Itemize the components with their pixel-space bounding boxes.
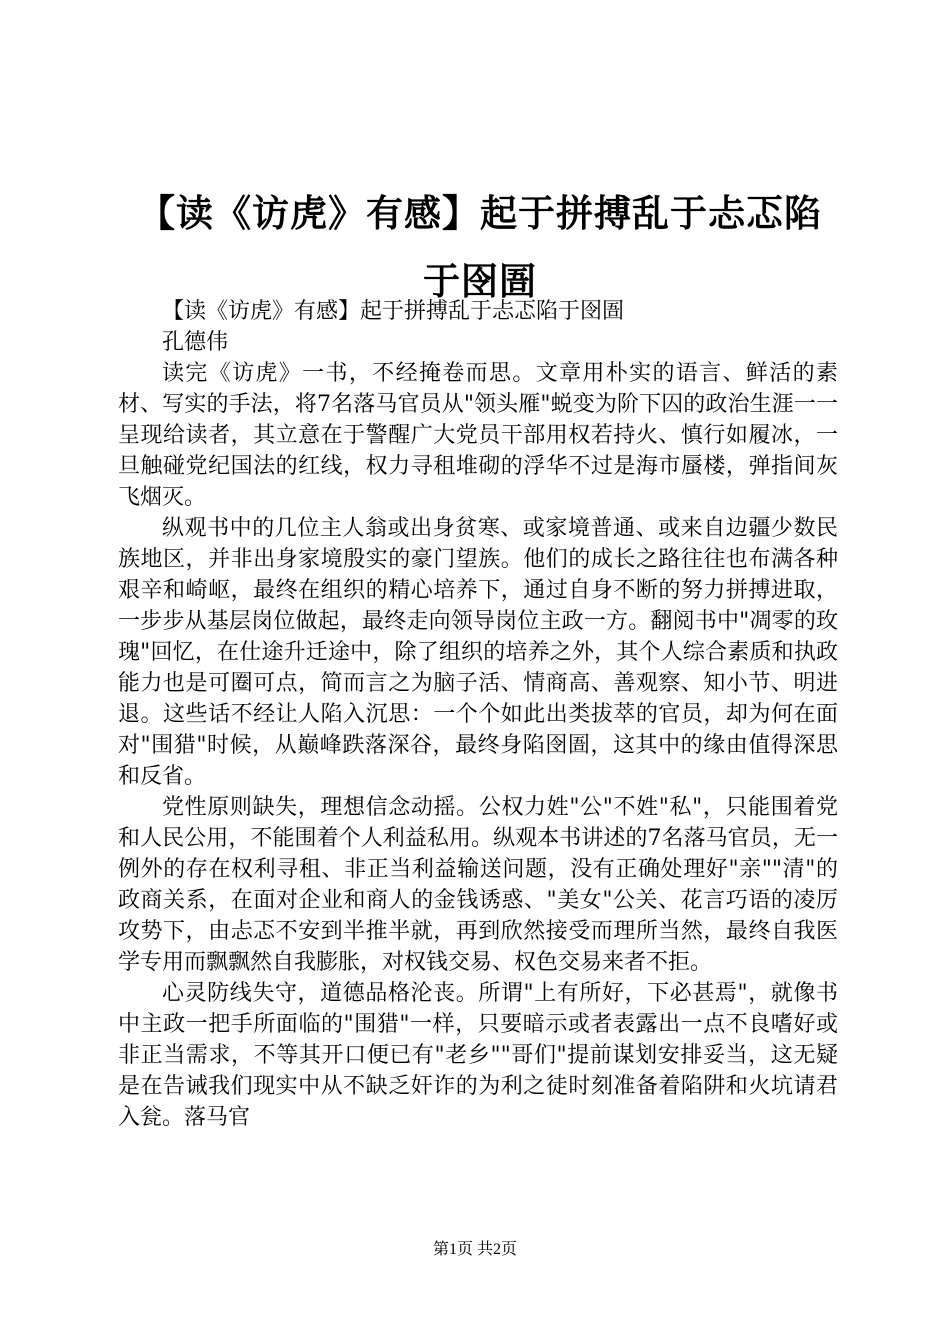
page-number-footer: 第1页 共2页 [432,1241,517,1258]
page-title: 【读《访虎》有感】起于拼搏乱于忐忑陷于囹圄 [138,192,822,303]
author-line: 孔德伟 [162,330,229,355]
paragraph-3: 党性原则缺失，理想信念动摇。公权力姓"公"不姓"私"，只能围着党和人民公用，不能围着个人利益私用。纵观本书讲述的7名落马官员，无一例外的存在权利寻租、非正当利益输送问题，没有正确处理好"亲""清"的政商关系，在面对企业和商人的金钱诱惑、"美女"公关、花言巧语的凌厉攻势下，由忐忑不安到半推半就，再到欣然接受而理所当然，最终自我医学专用而飘飘然自我膨胀，对权钱交易、权色交易来者不拒。 [118,795,838,975]
paragraph-2: 纵观书中的几位主人翁或出身贫寒、或家境普通、或来自边疆少数民族地区，并非出身家境殷实的豪门望族。他们的成长之路往往也布满各种艰辛和崎岖，最终在组织的精心培养下，通过自身不断的努力拼搏进取，一步步从基层岗位做起，最终走向领导岗位主政一方。翻阅书中"凋零的玫瑰"回忆，在仕途升迁途中，除了组织的培养之外，其个人综合素质和执政能力也是可圈可点，简而言之为脑子活、情商高、善观察、知小节、明进退。这些话不经让人陷入沉思：一个个如此出类拔萃的官员，却为何在面对"围猎"时候，从巅峰跌落深谷，最终身陷囹圄，这其中的缘由值得深思和反省。 [118,516,838,789]
document-body [118,296,838,1133]
paragraph-4: 心灵防线失守，道德品格沦丧。所谓"上有所好，下必甚焉"，就像书中主政一把手所面临的"围猎"一样，只要暗示或者表露出一点不良嗜好或非正当需求，不等其开口便已有"老乡""哥们"提前谋划安排妥当，这无疑是在告诫我们现实中从不缺乏奸诈的为利之徒时刻准备着陷阱和火坑请君入瓮。落马官 [118,981,838,1130]
paragraph-1: 读完《访虎》一书，不经掩卷而思。文章用朴实的语言、鲜活的素材、写实的手法，将7名落马官员从"领头雁"蜕变为阶下囚的政治生涯一一呈现给读者，其立意在于警醒广大党员干部用权若持火、慎行如履冰，一旦触碰党纪国法的红线，权力寻租堆砌的浮华不过是海市蜃楼，弹指间灰飞烟灭。 [118,361,838,510]
subtitle-line: 【读《访虎》有感】起于拼搏乱于忐忑陷于囹圄 [162,299,625,324]
